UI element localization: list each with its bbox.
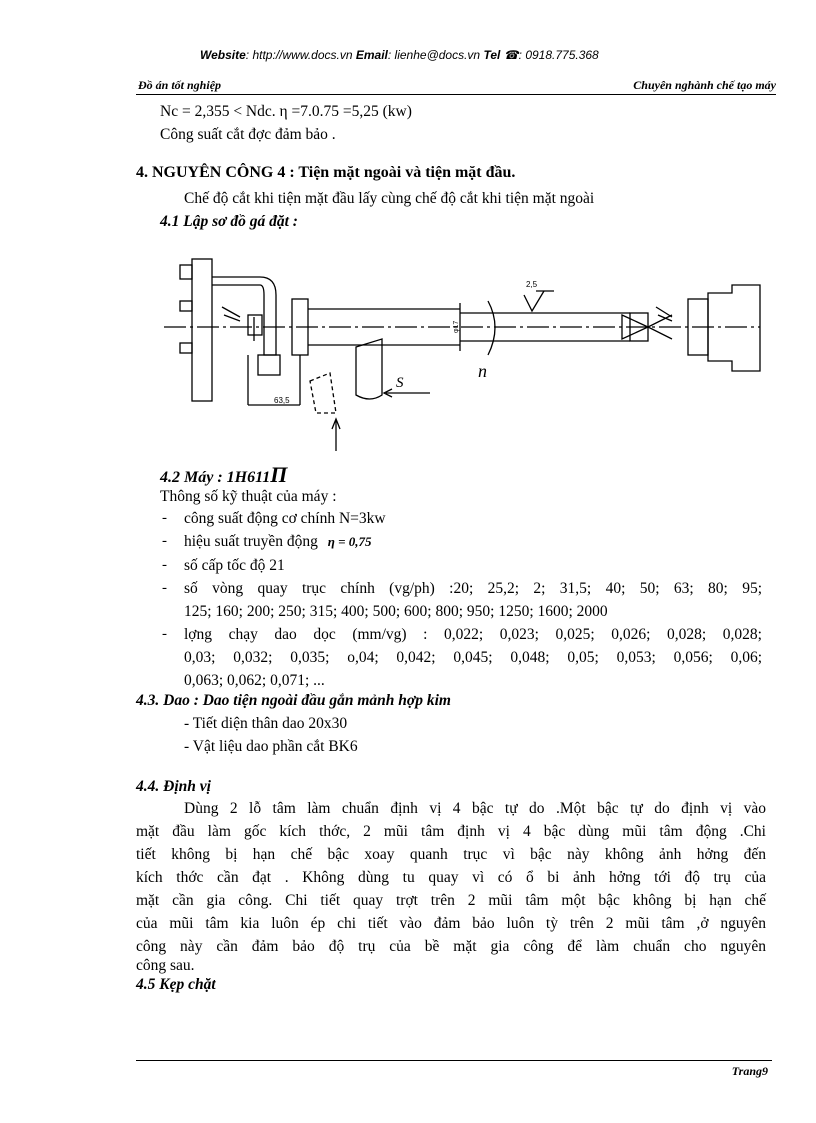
spec-item bbox=[184, 533, 372, 551]
section-title: 4. NGUYÊN CÔNG 4 : Tiện mặt ngoài và tiện mặt đầu. bbox=[136, 164, 516, 181]
cutting-tool-dashed bbox=[310, 373, 336, 413]
clamping-title: 4.5 Kẹp chặt bbox=[136, 976, 216, 993]
bullet-dash: - bbox=[162, 580, 167, 596]
locating-line: Dùng 2 lỗ tâm làm chuẩn định vị 4 bậc tự do .Một bậc tự do định vị vào bbox=[184, 800, 766, 817]
bullet-dash: - bbox=[162, 510, 167, 526]
spec-item-continued: 0,03; 0,032; 0,035; o,04; 0,042; 0,045; 0,048; 0,05; 0,053; 0,056; 0,06; bbox=[184, 649, 762, 666]
power-formula: Nc = 2,355 < Ndc. η =7.0.75 =5,25 (kw) bbox=[160, 103, 412, 120]
machine-title-text: 4.2 Máy : 1H611 bbox=[160, 469, 271, 486]
website-label: Website bbox=[200, 48, 246, 62]
locating-line: kích thớc cần đạt . Không dùng tu quay vì có ổ bi ảnh hởng tới độ trụ của bbox=[136, 869, 766, 886]
machine-title-suffix: Π bbox=[270, 462, 288, 487]
locating-line: tiết không bị hạn chế bậc xoay quanh trục vì bậc này không ảnh hởng đến bbox=[136, 846, 766, 863]
header-left: Đồ án tốt nghiệp bbox=[138, 78, 222, 92]
spec-item-continued: 125; 160; 200; 250; 315; 400; 500; 600; 800; 950; 1250; 1600; 2000 bbox=[184, 603, 608, 620]
bullet-dash: - bbox=[162, 557, 167, 573]
email-label: Email bbox=[355, 48, 388, 62]
locating-line: của mũi tâm kia luôn ép chi tiết vào đảm bảo luôn tỳ trên 2 mũi tâm ,ở nguyên bbox=[136, 915, 766, 932]
email-value: : lienhe@docs.vn bbox=[387, 48, 481, 62]
locating-line: mặt cần gia công. Chi tiết quay trợt trên 2 mũi tâm một bậc không bị hạn chế bbox=[136, 892, 766, 909]
faceplate bbox=[192, 259, 212, 401]
spec-item-continued: 0,063; 0,062; 0,071; ... bbox=[184, 672, 325, 689]
locating-line: công này cần đảm bảo độ trụ của bề mặt gia công để làm chuẩn cho nguyên bbox=[136, 938, 766, 955]
bullet-dash: - bbox=[162, 626, 167, 642]
page-number: Trang9 bbox=[731, 1064, 768, 1078]
spec-item: số vòng quay trục chính (vg/ph) :20; 25,2; 2; 31,5; 40; 50; 63; 80; 95; bbox=[184, 580, 762, 597]
locating-line: công sau. bbox=[136, 957, 195, 974]
specs-heading: Thông số kỹ thuật của máy : bbox=[160, 488, 337, 505]
tool-title: 4.3. Dao : Dao tiện ngoài đầu gắn mảnh hợp kim bbox=[136, 692, 451, 709]
feed-label: S bbox=[396, 375, 404, 391]
header-divider bbox=[136, 94, 776, 95]
cutting-tool bbox=[356, 339, 382, 399]
dimension-label: 63,5 bbox=[274, 396, 290, 405]
tailstock bbox=[708, 285, 760, 371]
header-right: Chuyên nghành chế tạo máy bbox=[633, 78, 776, 92]
power-assurance: Công suất cắt đợc đảm bảo . bbox=[160, 126, 336, 143]
tool-line: - Vật liệu dao phần cắt BK6 bbox=[184, 738, 358, 755]
subsection-4-1: 4.1 Lập sơ đồ gá đặt : bbox=[160, 213, 298, 230]
spec-item: công suất động cơ chính N=3kw bbox=[184, 510, 386, 527]
spec-item: số cấp tốc độ 21 bbox=[184, 557, 285, 574]
efficiency-value: η = 0,75 bbox=[327, 534, 372, 549]
bullet-dash: - bbox=[162, 533, 167, 549]
phone-icon: ☎ bbox=[503, 48, 519, 62]
fixture-diagram bbox=[160, 255, 780, 455]
locating-title: 4.4. Định vị bbox=[136, 778, 211, 795]
spec-item-text: hiệu suất truyền động bbox=[184, 533, 318, 550]
rotation-label: n bbox=[478, 361, 487, 381]
website-url: : http://www.docs.vn bbox=[245, 48, 353, 62]
footer-divider bbox=[136, 1060, 772, 1061]
diameter-label: φ17 bbox=[453, 320, 460, 333]
tool-line: - Tiết diện thân dao 20x30 bbox=[184, 715, 348, 732]
section-intro: Chế độ cắt khi tiện mặt đầu lấy cùng chế độ cắt khi tiện mặt ngoài bbox=[184, 190, 595, 207]
machine-title bbox=[160, 462, 287, 488]
tel-label: Tel bbox=[483, 48, 501, 62]
roughness-label: 2,5 bbox=[526, 280, 538, 289]
tel-value: : 0918.775.368 bbox=[518, 48, 599, 62]
website-header bbox=[200, 48, 599, 62]
rotation-arrow bbox=[488, 301, 495, 355]
locating-line: mặt đầu làm gốc kích thớc, 2 mũi tâm định vị 4 bậc dùng mũi tâm động .Chi bbox=[136, 823, 766, 840]
spec-item: lợng chạy dao dọc (mm/vg) : 0,022; 0,023; 0,025; 0,026; 0,028; 0,028; bbox=[184, 626, 762, 643]
